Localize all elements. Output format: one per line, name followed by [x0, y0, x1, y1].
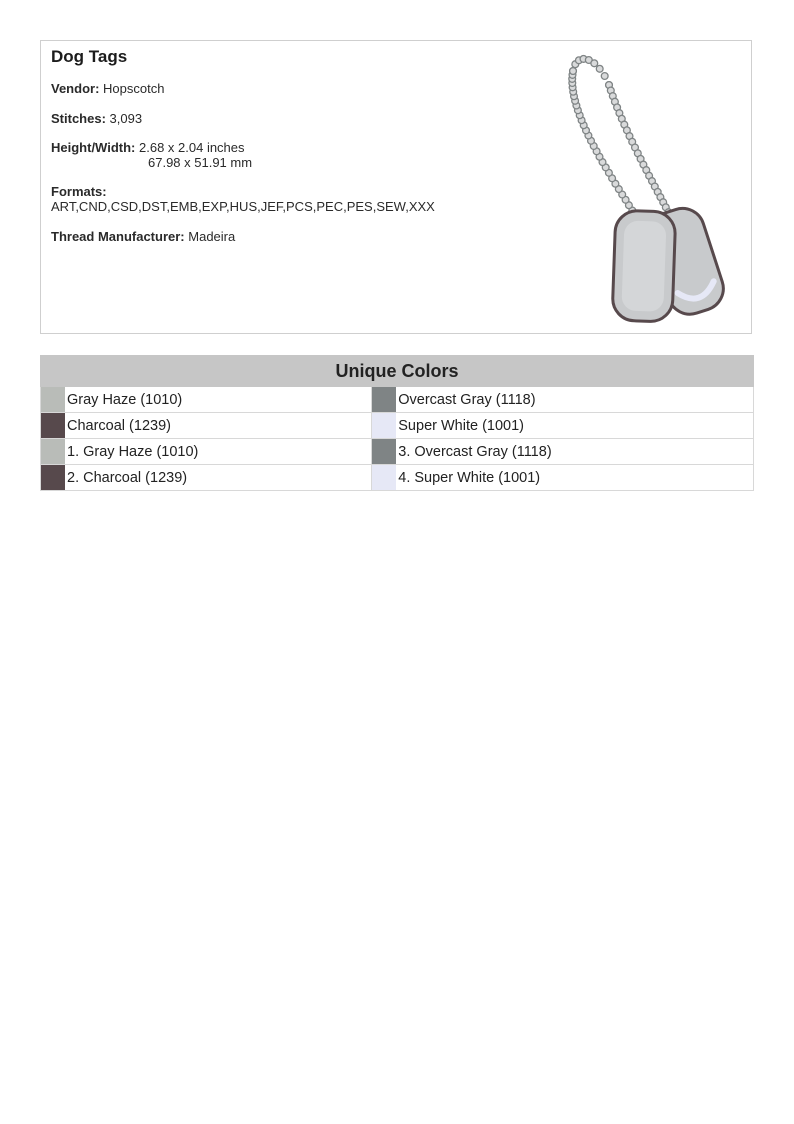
thread-field	[51, 229, 235, 244]
color-swatch	[41, 465, 66, 491]
front-tag	[612, 210, 676, 322]
unique-colors-table	[40, 355, 754, 491]
size-mm-value: 67.98 x 51.91 mm	[148, 155, 253, 170]
size-field	[51, 140, 252, 170]
color-swatch	[372, 413, 397, 439]
color-swatch	[41, 387, 66, 413]
design-title: Dog Tags	[51, 47, 128, 66]
formats-label: Formats:	[51, 184, 107, 199]
table-row	[41, 387, 754, 413]
table-row	[41, 413, 754, 439]
color-swatch	[372, 439, 397, 465]
color-swatch	[41, 439, 66, 465]
color-name: Gray Haze (1010)	[65, 387, 372, 413]
table-row	[41, 465, 754, 491]
design-info-panel	[40, 40, 752, 334]
thread-label: Thread Manufacturer:	[51, 229, 185, 244]
dog-tags-icon	[511, 49, 731, 329]
formats-field	[51, 184, 435, 214]
chain-bead	[601, 73, 608, 80]
color-name: Charcoal (1239)	[65, 413, 372, 439]
stitches-label: Stitches:	[51, 111, 106, 126]
color-name: Super White (1001)	[396, 413, 753, 439]
color-name: 2. Charcoal (1239)	[65, 465, 372, 491]
color-swatch	[41, 413, 66, 439]
chain-bead	[596, 65, 603, 72]
vendor-field	[51, 81, 164, 96]
stitches-field	[51, 111, 142, 126]
vendor-label: Vendor:	[51, 81, 100, 96]
unique-colors-header: Unique Colors	[41, 356, 754, 387]
formats-value: ART,CND,CSD,DST,EMB,EXP,HUS,JEF,PCS,PEC,PES,SEW,XXX	[51, 199, 435, 214]
color-swatch	[372, 465, 397, 491]
stitches-value: 3,093	[109, 111, 143, 126]
vendor-value: Hopscotch	[103, 81, 165, 96]
color-name: 3. Overcast Gray (1118)	[396, 439, 753, 465]
chain-bead	[570, 68, 577, 75]
table-row	[41, 439, 754, 465]
color-name: 1. Gray Haze (1010)	[65, 439, 372, 465]
color-name: Overcast Gray (1118)	[396, 387, 753, 413]
chain-bead	[591, 60, 598, 67]
ball-chain	[569, 56, 675, 225]
size-inches-value: 2.68 x 2.04 inches	[139, 140, 245, 155]
color-swatch	[372, 387, 397, 413]
color-name: 4. Super White (1001)	[396, 465, 753, 491]
size-label: Height/Width:	[51, 140, 136, 155]
thread-value: Madeira	[188, 229, 236, 244]
